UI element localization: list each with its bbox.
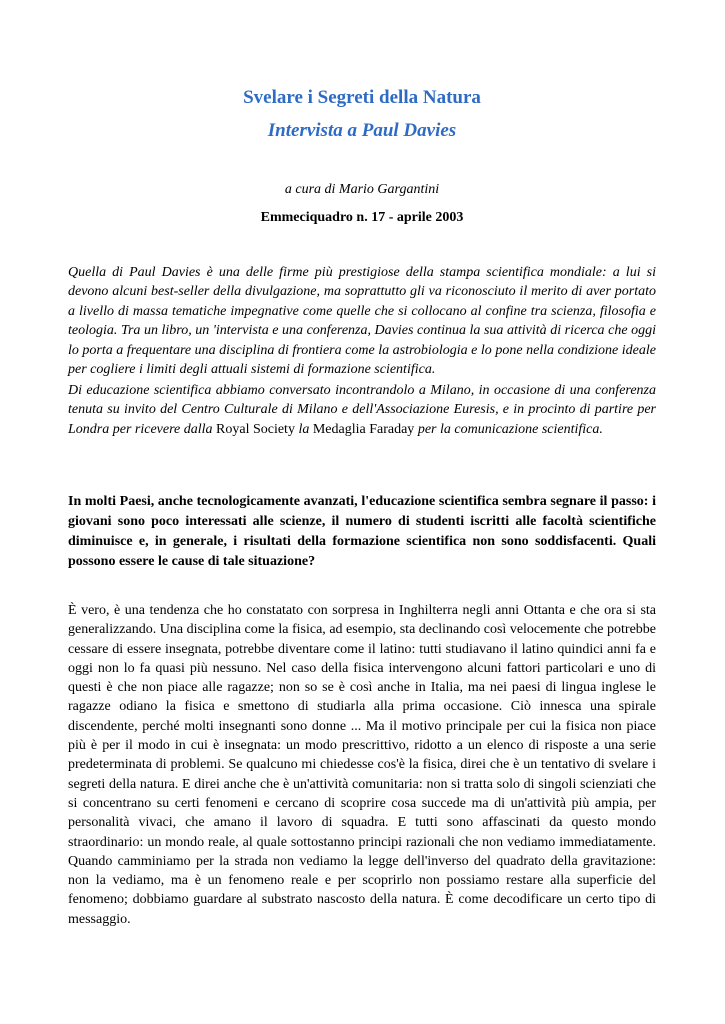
royal-society-name: Royal Society (216, 421, 295, 437)
medal-name: Medaglia Faraday (312, 421, 415, 437)
intro-paragraph-1: Quella di Paul Davies è una delle firme più prestigiose della stampa scientifica mondiale: a lui si devono alcuni best-seller della divulgazione, ma soprattutto gli va riconosciuto il merito di aver portato a livello di massa tematiche impegnative come quelle che si collocano al confine tra scienza, filosofia e teologia. Tra un libro, un 'intervista e una conferenza, Davies continua la sua attività di ricerca che oggi lo porta a frequentare una disciplina di frontiera come la astrobiologia e lo pone nella condizione ideale per cogliere i limiti degli attuali sistemi di formazione scientifica. (68, 265, 656, 378)
interview-answer: È vero, è una tendenza che ho constatato con sorpresa in Inghilterra negli anni Ottanta e che ora si sta generalizzando. Una disciplina come la fisica, ad esempio, sta declinando così velocemente che potrebbe cessare di essere insegnata, potrebbe diventare come il latino: tutti studiavano il latino quindici anni fa e oggi non lo fa quasi più nessuno. Nel caso della fisica intervengono alcuni fattori particolari e uno di questi è che non piace alle ragazze; non so se è così anche in Italia, ma nei paesi di lingua inglese le ragazze odiano la fisica e smettono di studiarla alla prima occasione. Ciò innesca una spirale discendente, perché molti insegnanti sono donne ... Ma il motivo principale per cui la fisica non piace più è per il modo in cui è insegnata: un modo prescrittivo, ridotto a un elenco di risposte a una serie predeterminata di problemi. Se qualcuno mi chiedesse cos'è la fisica, direi che è un tentativo di svelare i segreti della natura. E direi anche che è un'attività comunitaria: non si tratta solo di singoli scienziati che si concentrano su certi fenomeni e cercano di scoprire cosa succede ma di un'attività più ampia, per personalità vivaci, che amano il lavoro di squadra. E tutti sono affascinati da questo mondo straordinario: un mondo reale, al quale sottostanno principi razionali che non vediamo immediatamente. Quando camminiamo per la strada non vediamo la legge dell'inverso del quadrato della gravitazione: non la vediamo, ma è un fenomeno reale e per scoprirlo non possiamo restare alla superficie del fenomeno; dobbiamo guardare al substrato nascosto della natura. È come decodificare un certo tipo di messaggio. (68, 603, 656, 927)
interview-question: In molti Paesi, anche tecnologicamente avanzati, l'educazione scientifica sembra segnare il passo: i giovani sono poco interessati alle scienze, il numero di studenti iscritti alle facoltà scientifiche diminuisce e, in generale, i risultati della formazione scientifica non sono soddisfacenti. Quali possono essere le cause di tale situazione? (68, 494, 656, 569)
document-title: Svelare i Segreti della Natura (243, 87, 481, 108)
intro-paragraph-2 (68, 381, 656, 439)
curator-line: a cura di Mario Gargantini (284, 182, 440, 197)
intro-paragraph-2-text-c: per la comunicazione scientifica. (414, 421, 603, 437)
source-line: Emmeciquadro n. 17 - aprile 2003 (260, 210, 464, 225)
intro-paragraph-2-text-b: la (294, 421, 313, 437)
document-subtitle: Intervista a Paul Davies (267, 120, 457, 141)
intro-paragraph-2-text-a: Di educazione scientifica abbiamo conversato incontrandolo a Milano, in occasione di una conferenza tenuta su invito del Centro Culturale di Milano e dell'Associazione Euresis, e in procinto di partire per Londra per ricevere dalla (68, 383, 656, 437)
